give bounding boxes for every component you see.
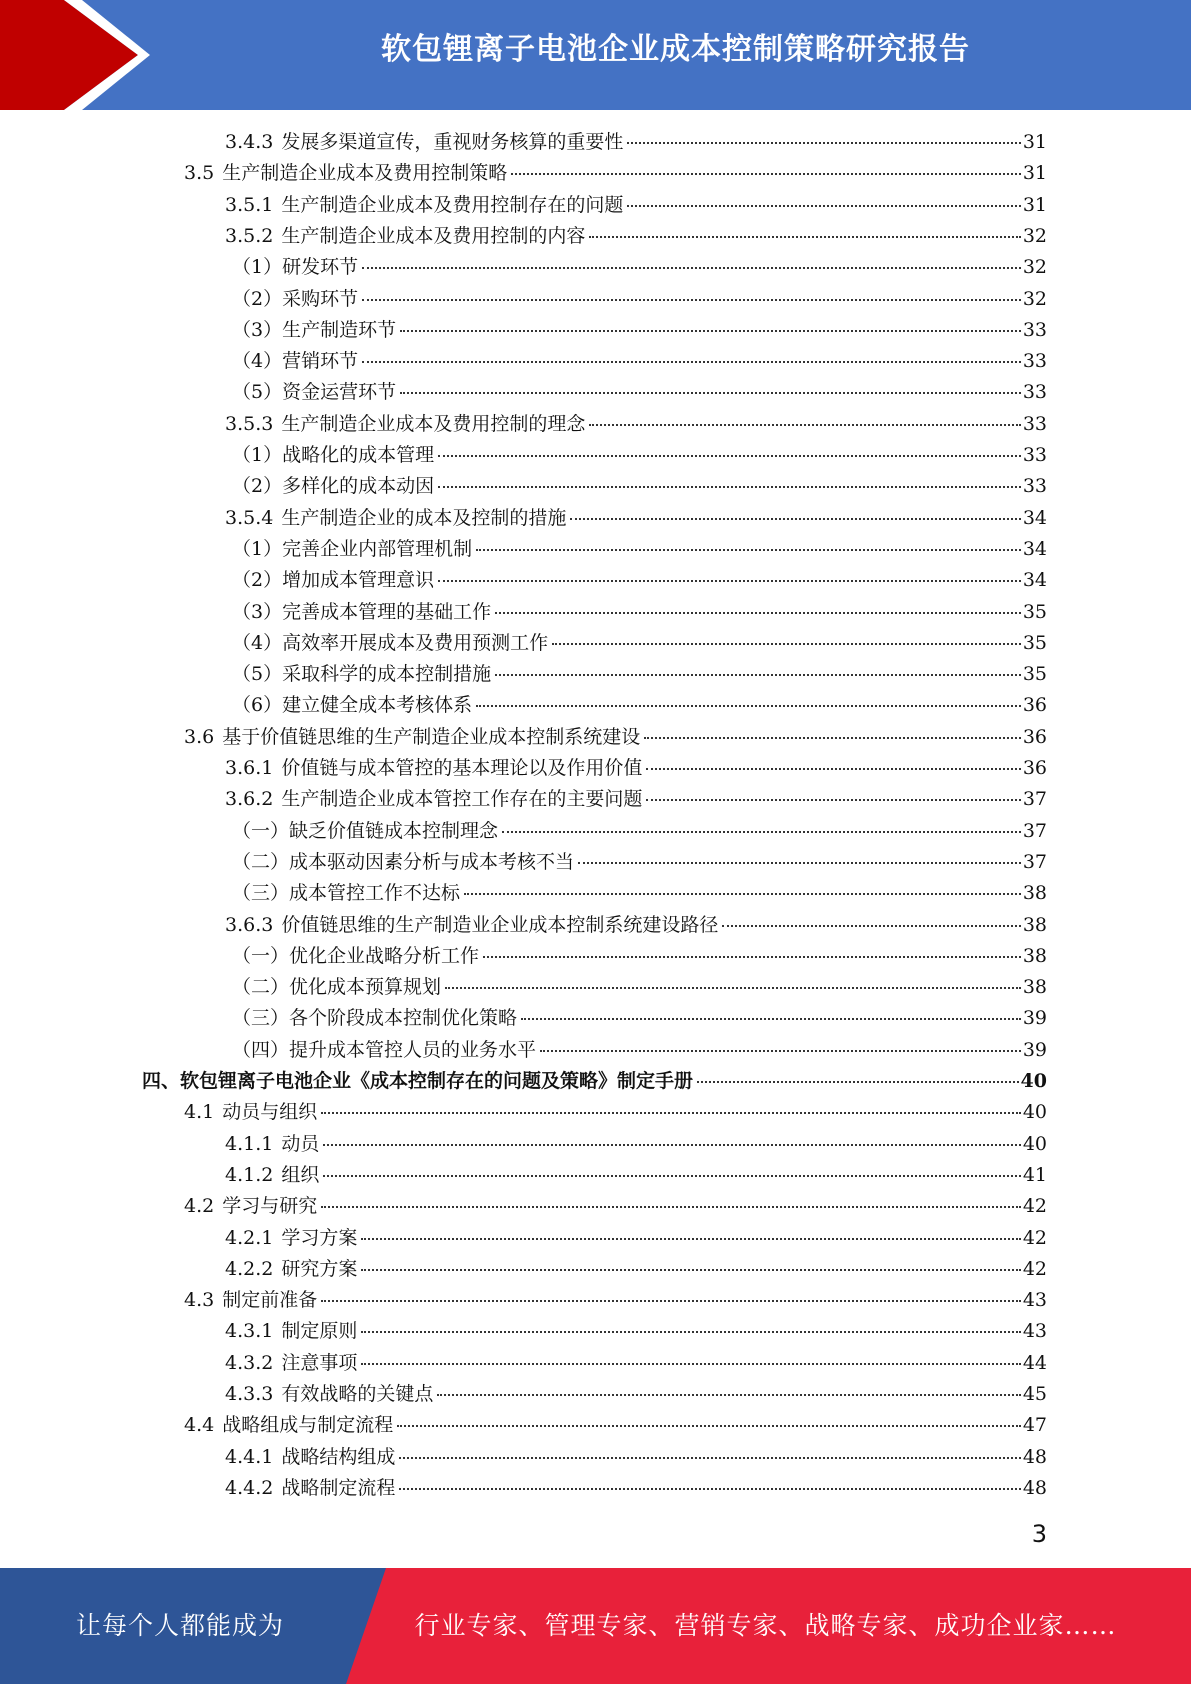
toc-entry-label: 价值链与成本管控的基本理论以及作用价值 — [281, 757, 643, 779]
toc-entry[interactable] — [225, 1380, 1047, 1408]
toc-entry[interactable] — [232, 942, 1047, 970]
toc-entry[interactable] — [225, 754, 1047, 782]
toc-entry[interactable] — [184, 159, 1047, 187]
toc-entry-number: 4.3 — [184, 1289, 215, 1312]
toc-entry[interactable] — [225, 1255, 1047, 1283]
toc-entry-label: 研究方案 — [281, 1257, 358, 1280]
toc-dot-leader — [437, 1394, 1020, 1396]
toc-dot-leader — [521, 1018, 1021, 1020]
toc-dot-leader — [511, 173, 1021, 175]
toc-entry-page: 44 — [1022, 1351, 1047, 1374]
toc-dot-leader — [397, 1425, 1021, 1427]
toc-entry-label: 价值链思维的生产制造业企业成本控制系统建设路径 — [281, 913, 719, 936]
toc-entry-page: 48 — [1022, 1476, 1047, 1499]
toc-entry[interactable] — [232, 1004, 1047, 1032]
toc-entry-page: 34 — [1022, 506, 1047, 529]
toc-dot-leader — [400, 392, 1021, 394]
toc-entry[interactable] — [225, 128, 1047, 156]
toc-entry-label: （一）优化企业战略分析工作 — [232, 944, 480, 967]
header-banner — [0, 0, 1191, 110]
toc-entry-label: （三）各个阶段成本控制优化策略 — [232, 1007, 518, 1030]
toc-entry[interactable] — [225, 1349, 1047, 1377]
toc-entry-label: 战略制定流程 — [281, 1476, 396, 1499]
red-chevron-icon — [0, 0, 160, 110]
toc-entry-number: 3.5.1 — [225, 193, 274, 216]
toc-entry-label: （四）提升成本管控人员的业务水平 — [232, 1038, 537, 1061]
toc-entry[interactable] — [232, 691, 1047, 719]
toc-dot-leader — [722, 925, 1020, 927]
toc-dot-leader — [495, 674, 1021, 676]
footer-slogan: 让每个人都能成为 — [75, 1611, 284, 1640]
toc-entry-number: 3.5.2 — [225, 224, 274, 247]
toc-dot-leader — [578, 862, 1021, 864]
toc-entry-page: 42 — [1022, 1257, 1047, 1280]
toc-dot-leader — [323, 1144, 1020, 1146]
toc-entry-label: （二）优化成本预算规划 — [232, 976, 442, 999]
toc-entry-page: 36 — [1022, 757, 1047, 779]
toc-entry-page: 35 — [1022, 600, 1047, 623]
toc-dot-leader — [589, 236, 1020, 238]
toc-entry-number: 4.4 — [184, 1414, 215, 1437]
toc-entry-label: 制定原则 — [281, 1320, 358, 1343]
toc-entry-number: 3.6.3 — [225, 913, 274, 936]
toc-dot-leader — [644, 737, 1021, 739]
toc-entry-label: 发展多渠道宣传，重视财务核算的重要性 — [281, 131, 624, 153]
toc-entry-number: 4.2 — [184, 1195, 215, 1218]
toc-entry[interactable] — [232, 973, 1047, 1001]
toc-entry-number: 3.5 — [184, 162, 215, 185]
toc-dot-leader — [646, 799, 1020, 801]
toc-entry-label: （2）采购环节 — [232, 287, 359, 310]
toc-entry[interactable] — [225, 1474, 1047, 1502]
toc-entry-page: 45 — [1022, 1383, 1047, 1405]
toc-entry-label: （3）完善成本管理的基础工作 — [232, 600, 492, 623]
toc-entry-page: 33 — [1022, 475, 1047, 498]
toc-entry-number: 4.1.1 — [225, 1132, 274, 1155]
toc-entry-page: 40 — [1020, 1070, 1047, 1092]
toc-dot-leader — [540, 1050, 1021, 1052]
toc-entry[interactable] — [225, 785, 1047, 813]
toc-entry-page: 38 — [1022, 944, 1047, 967]
toc-entry[interactable] — [142, 1067, 1047, 1095]
toc-dot-leader — [627, 205, 1020, 207]
toc-entry[interactable] — [232, 848, 1047, 876]
toc-entry-page: 32 — [1022, 224, 1047, 247]
toc-dot-leader — [321, 1300, 1021, 1302]
toc-dot-leader — [321, 1112, 1021, 1114]
toc-entry-page: 31 — [1022, 131, 1047, 153]
toc-entry-label: 基于价值链思维的生产制造企业成本控制系统建设 — [222, 725, 641, 748]
toc-entry-label: 战略结构组成 — [281, 1445, 396, 1468]
toc-entry-label: 学习方案 — [281, 1226, 358, 1249]
toc-dot-leader — [362, 267, 1021, 269]
toc-entry-number: 4.2.2 — [225, 1257, 274, 1280]
toc-entry-page: 37 — [1022, 850, 1047, 873]
toc-entry-number: 4.3.2 — [225, 1351, 274, 1374]
toc-dot-leader — [361, 1238, 1020, 1240]
toc-dot-leader — [552, 643, 1021, 645]
toc-entry[interactable] — [232, 817, 1047, 845]
toc-entry-label: （5）资金运营环节 — [232, 381, 397, 404]
toc-dot-leader — [399, 1457, 1020, 1459]
toc-entry[interactable] — [225, 222, 1047, 250]
toc-entry[interactable] — [232, 598, 1047, 626]
toc-entry-label: （3）生产制造环节 — [232, 318, 397, 341]
toc-entry-label: 四、软包锂离子电池企业《成本控制存在的问题及策略》制定手册 — [142, 1070, 694, 1092]
toc-entry[interactable] — [232, 316, 1047, 344]
toc-entry-page: 40 — [1022, 1101, 1047, 1124]
toc-entry-label: 组织 — [281, 1163, 320, 1186]
toc-entry-page: 38 — [1022, 913, 1047, 936]
toc-entry[interactable] — [184, 1286, 1047, 1314]
toc-entry[interactable] — [232, 378, 1047, 406]
toc-entry-label: （2）增加成本管理意识 — [232, 569, 435, 592]
toc-entry[interactable] — [225, 1130, 1047, 1158]
toc-dot-leader — [400, 330, 1021, 332]
toc-entry[interactable] — [225, 1224, 1047, 1252]
toc-entry-page: 40 — [1022, 1132, 1047, 1155]
toc-dot-leader — [464, 893, 1021, 895]
toc-dot-leader — [399, 1488, 1020, 1490]
toc-dot-leader — [502, 831, 1021, 833]
footer-banner — [0, 1568, 1191, 1684]
toc-entry[interactable] — [232, 285, 1047, 313]
toc-dot-leader — [483, 956, 1021, 958]
toc-entry-page: 33 — [1022, 444, 1047, 466]
toc-entry[interactable] — [232, 472, 1047, 500]
toc-dot-leader — [361, 1363, 1020, 1365]
toc-entry-label: （6）建立健全成本考核体系 — [232, 694, 473, 717]
toc-entry[interactable] — [225, 1161, 1047, 1189]
toc-dot-leader — [361, 1331, 1020, 1333]
toc-entry-label: 生产制造企业成本及费用控制的内容 — [281, 224, 586, 247]
toc-entry-label: （1）战略化的成本管理 — [232, 444, 435, 466]
toc-entry-page: 37 — [1022, 788, 1047, 811]
toc-dot-leader — [570, 518, 1020, 520]
toc-entry-label: 制定前准备 — [222, 1289, 318, 1312]
toc-entry-page: 47 — [1022, 1414, 1047, 1437]
toc-entry-page: 34 — [1022, 537, 1047, 560]
toc-entry[interactable] — [232, 1036, 1047, 1064]
toc-entry[interactable] — [184, 1411, 1047, 1439]
toc-entry-number: 4.1.2 — [225, 1163, 274, 1186]
toc-entry-number: 3.6.1 — [225, 757, 274, 779]
toc-entry-page: 37 — [1022, 819, 1047, 842]
toc-entry-label: 生产制造企业成本及费用控制的理念 — [281, 412, 586, 435]
toc-entry-label: 战略组成与制定流程 — [222, 1414, 394, 1437]
toc-entry-number: 3.6 — [184, 725, 215, 748]
toc-dot-leader — [323, 1175, 1020, 1177]
toc-entry-page: 32 — [1022, 256, 1047, 279]
toc-entry-label: 有效战略的关键点 — [281, 1383, 434, 1405]
toc-entry-label: 生产制造企业成本管控工作存在的主要问题 — [281, 788, 643, 811]
toc-entry-page: 39 — [1022, 1038, 1047, 1061]
toc-entry-page: 38 — [1022, 882, 1047, 905]
toc-entry-label: （三）成本管控工作不达标 — [232, 882, 461, 905]
toc-entry-label: 生产制造企业的成本及控制的措施 — [281, 506, 567, 529]
toc-dot-leader — [362, 299, 1021, 301]
toc-entry-page: 32 — [1022, 287, 1047, 310]
toc-entry-page: 43 — [1022, 1320, 1047, 1343]
toc-entry[interactable] — [184, 723, 1047, 751]
toc-entry[interactable] — [232, 347, 1047, 375]
toc-dot-leader — [476, 705, 1021, 707]
toc-entry-label: （二）成本驱动因素分析与成本考核不当 — [232, 850, 575, 873]
toc-entry-label: 生产制造企业成本及费用控制策略 — [222, 162, 508, 185]
toc-entry-label: （4）营销环节 — [232, 350, 359, 373]
toc-entry-page: 33 — [1022, 350, 1047, 373]
toc-entry-page: 35 — [1022, 631, 1047, 654]
toc-dot-leader — [438, 455, 1021, 457]
toc-entry[interactable] — [225, 504, 1047, 532]
toc-dot-leader — [495, 612, 1021, 614]
toc-entry-page: 31 — [1022, 193, 1047, 216]
toc-entry[interactable] — [232, 535, 1047, 563]
toc-entry-label: 动员 — [281, 1132, 320, 1155]
toc-entry[interactable] — [225, 911, 1047, 939]
toc-entry-label: （1）研发环节 — [232, 256, 359, 279]
toc-entry-label: 生产制造企业成本及费用控制存在的问题 — [281, 193, 624, 216]
toc-entry-page: 42 — [1022, 1195, 1047, 1218]
toc-entry-label: （1）完善企业内部管理机制 — [232, 537, 473, 560]
toc-entry-number: 4.4.2 — [225, 1476, 274, 1499]
toc-entry[interactable] — [184, 1192, 1047, 1220]
toc-entry-number: 4.4.1 — [225, 1445, 274, 1468]
toc-dot-leader — [361, 1269, 1020, 1271]
toc-dot-leader — [321, 1206, 1021, 1208]
toc-entry-page: 34 — [1022, 569, 1047, 592]
toc-dot-leader — [627, 142, 1020, 144]
toc-entry-page: 48 — [1022, 1445, 1047, 1468]
page-number: 3 — [1031, 1520, 1047, 1548]
footer-roles: 行业专家、管理专家、营销专家、战略专家、成功企业家…… — [414, 1611, 1117, 1640]
toc-dot-leader — [697, 1081, 1019, 1083]
toc-entry[interactable] — [232, 879, 1047, 907]
toc-entry-label: （一）缺乏价值链成本控制理念 — [232, 819, 499, 842]
toc-entry-page: 38 — [1022, 976, 1047, 999]
toc-entry-label: （5）采取科学的成本控制措施 — [232, 663, 492, 686]
toc-entry-page: 36 — [1022, 725, 1047, 748]
toc-entry-page: 39 — [1022, 1007, 1047, 1030]
toc-entry[interactable] — [225, 1317, 1047, 1345]
toc-entry-number: 4.1 — [184, 1101, 215, 1124]
toc-entry-label: （4）高效率开展成本及费用预测工作 — [232, 631, 549, 654]
toc-entry[interactable] — [232, 566, 1047, 594]
toc-entry-page: 41 — [1022, 1163, 1047, 1186]
toc-entry-page: 33 — [1022, 412, 1047, 435]
toc-entry-number: 3.5.4 — [225, 506, 274, 529]
toc-entry[interactable] — [225, 191, 1047, 219]
toc-dot-leader — [438, 486, 1021, 488]
toc-dot-leader — [445, 987, 1021, 989]
toc-entry-number: 3.5.3 — [225, 412, 274, 435]
toc-entry-page: 33 — [1022, 318, 1047, 341]
toc-dot-leader — [438, 580, 1021, 582]
toc-entry[interactable] — [225, 1443, 1047, 1471]
toc-entry[interactable] — [225, 410, 1047, 438]
toc-entry-page: 43 — [1022, 1289, 1047, 1312]
toc-entry-number: 3.6.2 — [225, 788, 274, 811]
toc-entry-page: 36 — [1022, 694, 1047, 717]
toc-dot-leader — [589, 424, 1020, 426]
document-title: 软包锂离子电池企业成本控制策略研究报告 — [381, 32, 970, 67]
toc-entry-page: 42 — [1022, 1226, 1047, 1249]
toc-entry-number: 3.4.3 — [225, 131, 274, 153]
toc-entry-page: 31 — [1022, 162, 1047, 185]
toc-entry[interactable] — [232, 629, 1047, 657]
toc-entry-number: 4.3.3 — [225, 1383, 274, 1405]
toc-dot-leader — [476, 549, 1021, 551]
toc-entry-number: 4.2.1 — [225, 1226, 274, 1249]
toc-entry-page: 35 — [1022, 663, 1047, 686]
toc-entry-label: 注意事项 — [281, 1351, 358, 1374]
toc-entry[interactable] — [184, 1098, 1047, 1126]
toc-entry-page: 33 — [1022, 381, 1047, 404]
toc-entry-label: 学习与研究 — [222, 1195, 318, 1218]
toc-entry[interactable] — [232, 441, 1047, 469]
toc-dot-leader — [646, 768, 1020, 770]
toc-dot-leader — [362, 361, 1021, 363]
toc-entry-number: 4.3.1 — [225, 1320, 274, 1343]
toc-entry-label: 动员与组织 — [222, 1101, 318, 1124]
toc-entry[interactable] — [232, 253, 1047, 281]
toc-entry-label: （2）多样化的成本动因 — [232, 475, 435, 498]
toc-entry[interactable] — [232, 660, 1047, 688]
